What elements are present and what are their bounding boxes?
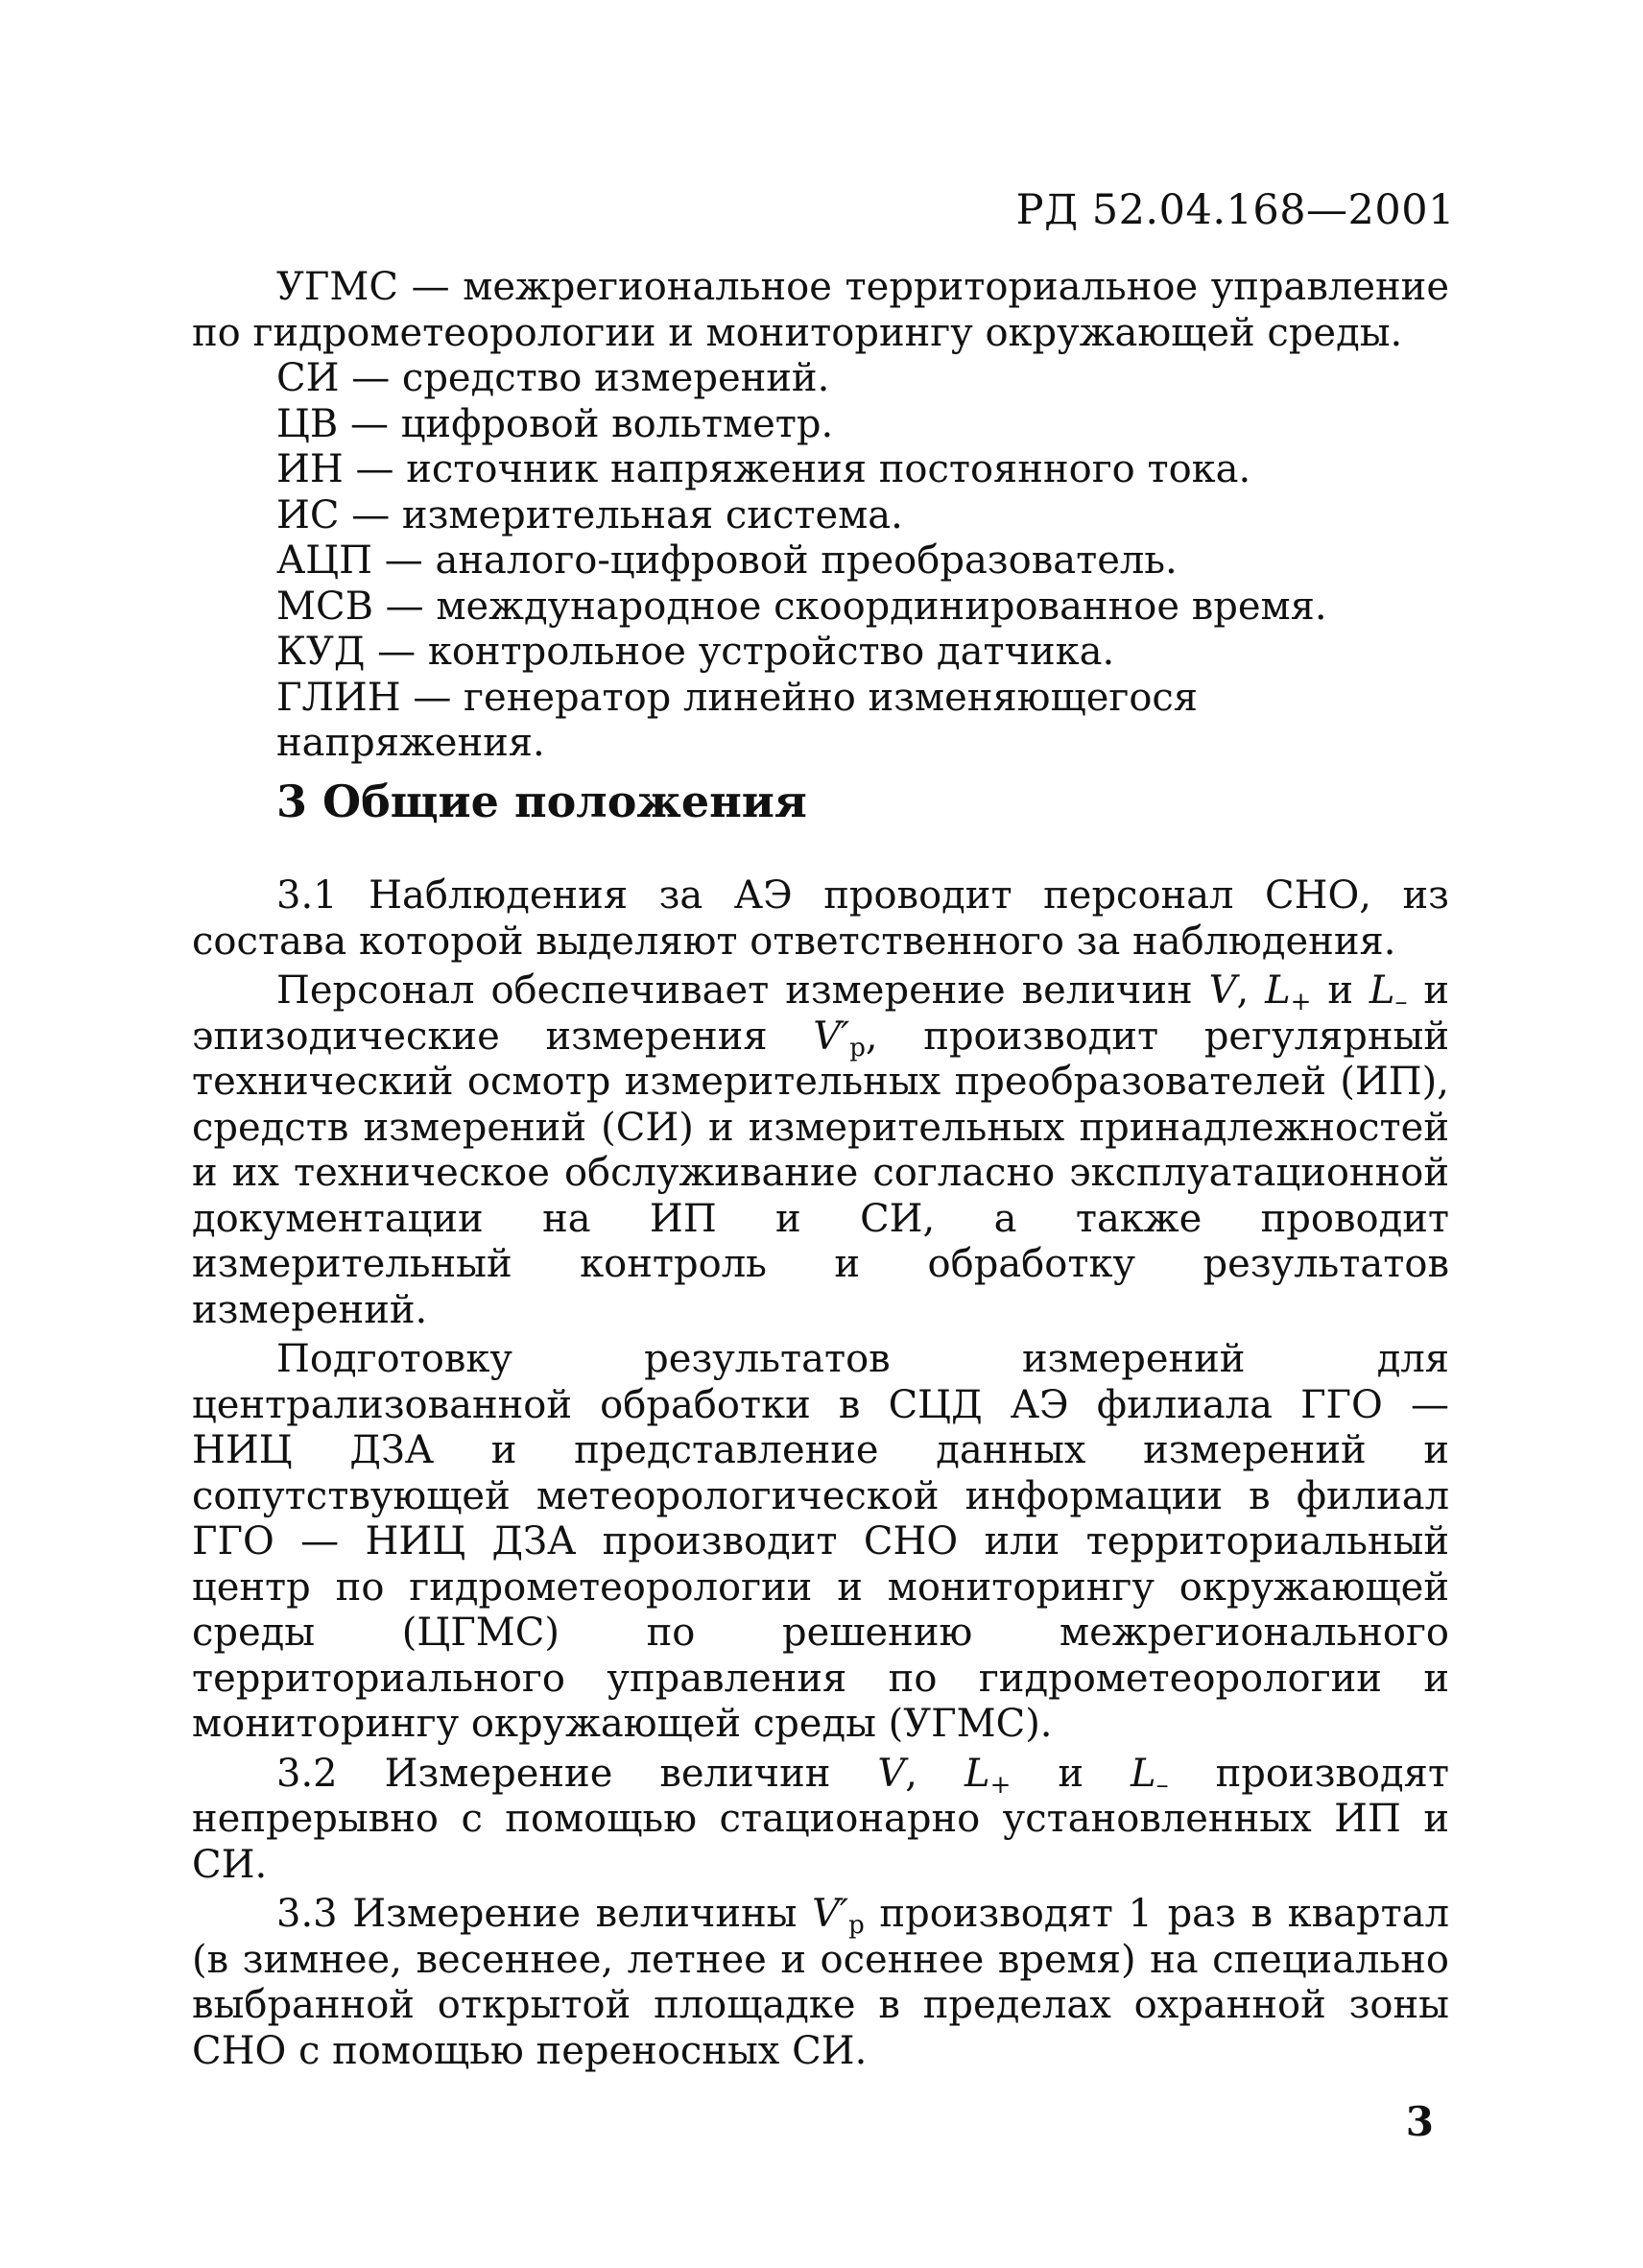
subscript-minus: – bbox=[1394, 988, 1408, 1016]
abbreviation-entry: МСВ — международное скоординированное время. bbox=[276, 584, 1327, 629]
symbol-l: L bbox=[964, 1751, 990, 1796]
document-code: РД 52.04.168—2001 bbox=[1015, 186, 1455, 234]
abbreviation-entry: СИ — средство измерений. bbox=[276, 356, 830, 400]
paragraph-personnel bbox=[192, 968, 1449, 1333]
subscript-plus: + bbox=[989, 1770, 1012, 1800]
symbol-v-prime: V′ bbox=[813, 1014, 850, 1059]
text-run: 3.3 Измерение величины bbox=[276, 1892, 813, 1936]
text-run: производят 1 раз в квартал (в зимнее, весеннее, летнее и осеннее время) на специально выбранной открытой площадке в пределах охранной зоны СНО с помощью переносных СИ. bbox=[192, 1892, 1449, 2073]
subscript-p: р bbox=[849, 1033, 866, 1062]
text-run: производят непрерывно с помощью стационарно установленных ИП и СИ. bbox=[192, 1751, 1449, 1887]
abbreviations-list bbox=[192, 265, 1449, 767]
abbreviation-entry: АЦП — аналого-цифровой преобразователь. bbox=[276, 538, 1178, 583]
symbol-v-prime: V′ bbox=[812, 1892, 849, 1936]
abbreviation-entry: ЦВ — цифровой вольтметр. bbox=[276, 401, 834, 446]
symbol-l: L bbox=[1131, 1751, 1156, 1796]
subscript-p: р bbox=[848, 1911, 865, 1940]
symbol-v: V bbox=[1208, 968, 1237, 1013]
symbol-l: L bbox=[1265, 968, 1291, 1013]
text-run: Персонал обеспечивает измерение величин bbox=[276, 968, 1209, 1013]
text-run: , bbox=[905, 1751, 964, 1796]
section-title: 3 Общие положения bbox=[276, 776, 807, 827]
symbol-v: V bbox=[877, 1751, 906, 1796]
paragraph-3-2 bbox=[192, 1752, 1449, 1889]
abbreviation-entry: КУД — контрольное устройство датчика. bbox=[276, 630, 1115, 674]
text-run: и bbox=[1011, 1751, 1131, 1796]
text-run: , производит регулярный технический осмотр измерительных преобразователей (ИП), средств измерений (СИ) и измерительных принадлежностей и их техническое обслуживание согласно эксплуатационной документации на ИП и СИ, а также проводит измерительный контроль и обработку результатов измерений. bbox=[192, 1014, 1449, 1332]
abbreviation-entry: УГМС — межрегиональное территориальное управление по гидрометеорологии и мониторингу окружающей среды. bbox=[192, 265, 1449, 355]
symbol-l: L bbox=[1369, 968, 1395, 1013]
abbreviation-entry: ГЛИН — генератор линейно изменяющегося напряжения. bbox=[276, 675, 1199, 765]
text-run: , bbox=[1236, 968, 1266, 1013]
abbreviation-entry: ИН — источник напряжения постоянного тока. bbox=[276, 447, 1251, 491]
page-number: 3 bbox=[1405, 2098, 1434, 2145]
subscript-minus: – bbox=[1155, 1770, 1169, 1800]
paragraph-3-1: 3.1 Наблюдения за АЭ проводит персонал СНО, из состава которой выделяют ответственного за наблюдения. bbox=[192, 873, 1449, 964]
section-body bbox=[192, 873, 1449, 2074]
subscript-plus: + bbox=[1290, 988, 1312, 1016]
text-run: и эпизодические измерения bbox=[192, 968, 1450, 1059]
paragraph-preparation: Подготовку результатов измерений для централизованной обработки в СЦД АЭ филиала ГГО — НИЦ ДЗА и представление данных измерений и сопутствующей метеорологической информации в филиал ГГО — НИЦ ДЗА производит СНО или территориальный центр по гидрометеорологии и мониторингу окружающей среды (ЦГМС) по решению межрегионального территориального управления по гидрометеорологии и мониторингу окружающей среды (УГМС). bbox=[192, 1337, 1449, 1746]
text-run: и bbox=[1311, 968, 1369, 1013]
paragraph-3-3 bbox=[192, 1892, 1449, 2074]
abbreviation-entry: ИС — измерительная система. bbox=[276, 492, 903, 537]
text-run: 3.2 Измерение величин bbox=[276, 1751, 878, 1796]
